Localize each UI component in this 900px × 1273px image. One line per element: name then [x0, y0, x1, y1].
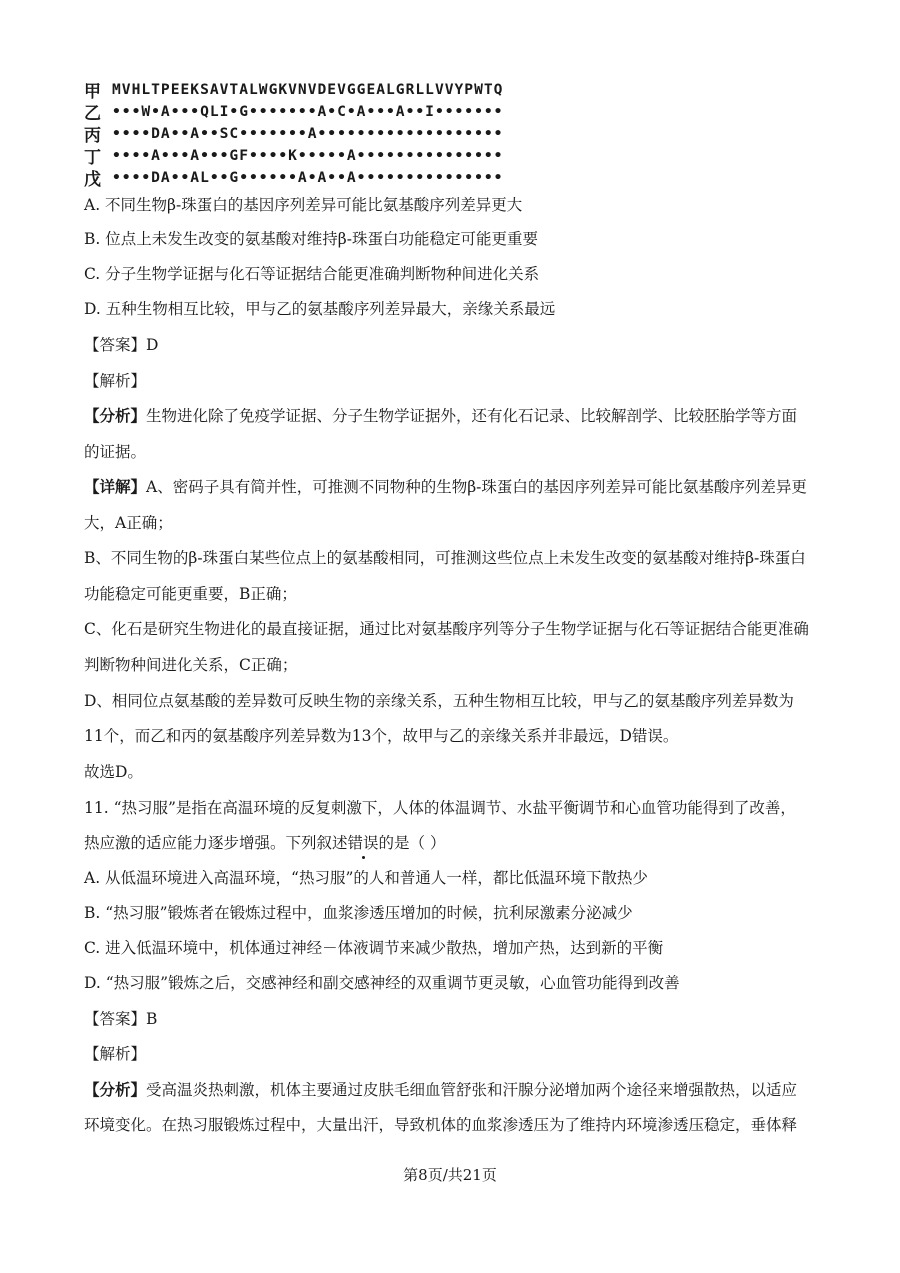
q10-analysis-line-2: 的证据。 — [84, 443, 147, 461]
sequence-label: 甲 — [84, 81, 101, 102]
q10-option-c: C. 分子生物学证据与化石等证据结合能更准确判断物种间进化关系 — [84, 265, 540, 283]
sequence-row — [84, 78, 503, 100]
detail-label: 【详解】 — [84, 477, 147, 496]
analysis-label: 【分析】 — [84, 406, 147, 425]
sequence-text: ••••DA••AL••G••••••A•A••A••••••••••••••• — [112, 168, 504, 186]
q10-analysis-line — [84, 405, 797, 427]
q11-analysis-line — [84, 1079, 797, 1101]
q10-conclusion: 故选D。 — [84, 763, 143, 781]
detail-text: A、密码子具有简并性，可推测不同物种的生物β-珠蛋白的基因序列差异可能比氨基酸序列差异更 — [146, 478, 807, 496]
q10-detail-b-line-1: B、不同生物的β-珠蛋白某些位点上的氨基酸相同，可推测这些位点上未发生改变的氨基酸对维持β-珠蛋白 — [84, 549, 806, 567]
q10-detail-line — [84, 476, 807, 498]
q11-option-b: B. “热习服”锻炼者在锻炼过程中，血浆渗透压增加的时候，抗利尿激素分泌减少 — [84, 904, 633, 922]
sequence-row — [84, 122, 503, 144]
q11-stem-line-1: 11. “热习服”是指在高温环境的反复刺激下，人体的体温调节、水盐平衡调节和心血管功能得到了改善， — [84, 799, 796, 817]
sequence-row — [84, 166, 503, 188]
sequence-text: ••••DA••A••SC•••••••A••••••••••••••••••• — [112, 124, 504, 142]
q11-option-c: C. 进入低温环境中，机体通过神经－体液调节来减少散热，增加产热，达到新的平衡 — [84, 939, 664, 957]
q10-option-d: D. 五种生物相互比较，甲与乙的氨基酸序列差异最大，亲缘关系最远 — [84, 300, 556, 318]
q11-emphasis-word: 错误 — [347, 834, 379, 852]
q11-answer: 【答案】B — [84, 1010, 158, 1028]
page-footer: 第8页/共21页 — [403, 1166, 497, 1184]
q10-analysis-heading: 【解析】 — [84, 372, 147, 390]
q10-detail-c-line-2: 判断物种间进化关系，C正确； — [84, 656, 298, 674]
sequence-text: ••••A•••A•••GF••••K•••••A••••••••••••••• — [112, 146, 504, 164]
q10-detail-line-2: 大，A正确； — [84, 514, 173, 532]
sequence-row — [84, 144, 503, 166]
q10-answer: 【答案】D — [84, 336, 159, 354]
q11-analysis-heading: 【解析】 — [84, 1045, 147, 1063]
sequence-text: MVHLTPEEKSAVTALWGKVNVDEVGGEALGRLLVVYPWTQ — [112, 80, 504, 98]
q10-option-a: A. 不同生物β-珠蛋白的基因序列差异可能比氨基酸序列差异更大 — [84, 196, 523, 214]
sequence-label: 丙 — [84, 125, 101, 146]
q10-detail-c-line-1: C、化石是研究生物进化的最直接证据，通过比对氨基酸序列等分子生物学证据与化石等证据结合能更准确 — [84, 620, 809, 638]
q10-detail-d-line-1: D、相同位点氨基酸的差异数可反映生物的亲缘关系，五种生物相互比较，甲与乙的氨基酸序列差异数为 — [84, 692, 794, 710]
analysis-text: 受高温炎热刺激，机体主要通过皮肤毛细血管舒张和汗腺分泌增加两个途径来增强散热，以适应 — [146, 1081, 798, 1099]
sequence-label: 戊 — [84, 169, 101, 190]
q11-stem-line-2 — [84, 832, 445, 854]
sequence-row — [84, 100, 503, 122]
sequence-label: 丁 — [84, 147, 101, 168]
sequence-text: •••W•A•••QLI•G•••••••A•C•A•••A••I••••••• — [112, 102, 504, 120]
q11-stem-text: 热应激的适应能力逐步增强。下列叙述 — [84, 834, 348, 852]
q11-option-d: D. “热习服”锻炼之后，交感神经和副交感神经的双重调节更灵敏，心血管功能得到改善 — [84, 974, 680, 992]
amino-acid-sequence-table — [84, 78, 503, 188]
q10-detail-d-line-2: 11个，而乙和丙的氨基酸序列差异数为13个，故甲与乙的亲缘关系并非最远，D错误。 — [84, 727, 679, 745]
analysis-label: 【分析】 — [84, 1080, 147, 1099]
q11-analysis-line-2: 环境变化。在热习服锻炼过程中，大量出汗，导致机体的血浆渗透压为了维持内环境渗透压稳定，垂体释 — [84, 1116, 798, 1134]
q11-answer-blank: 的是（ ） — [378, 834, 446, 852]
q10-option-b: B. 位点上未发生改变的氨基酸对维持β-珠蛋白功能稳定可能更重要 — [84, 230, 538, 248]
sequence-label: 乙 — [84, 103, 101, 124]
q10-detail-b-line-2: 功能稳定可能更重要，B正确； — [84, 585, 297, 603]
q11-option-a: A. 从低温环境进入高温环境，“热习服”的人和普通人一样，都比低温环境下散热少 — [84, 869, 648, 887]
analysis-text: 生物进化除了免疫学证据、分子生物学证据外，还有化石记录、比较解剖学、比较胚胎学等方面 — [146, 407, 798, 425]
